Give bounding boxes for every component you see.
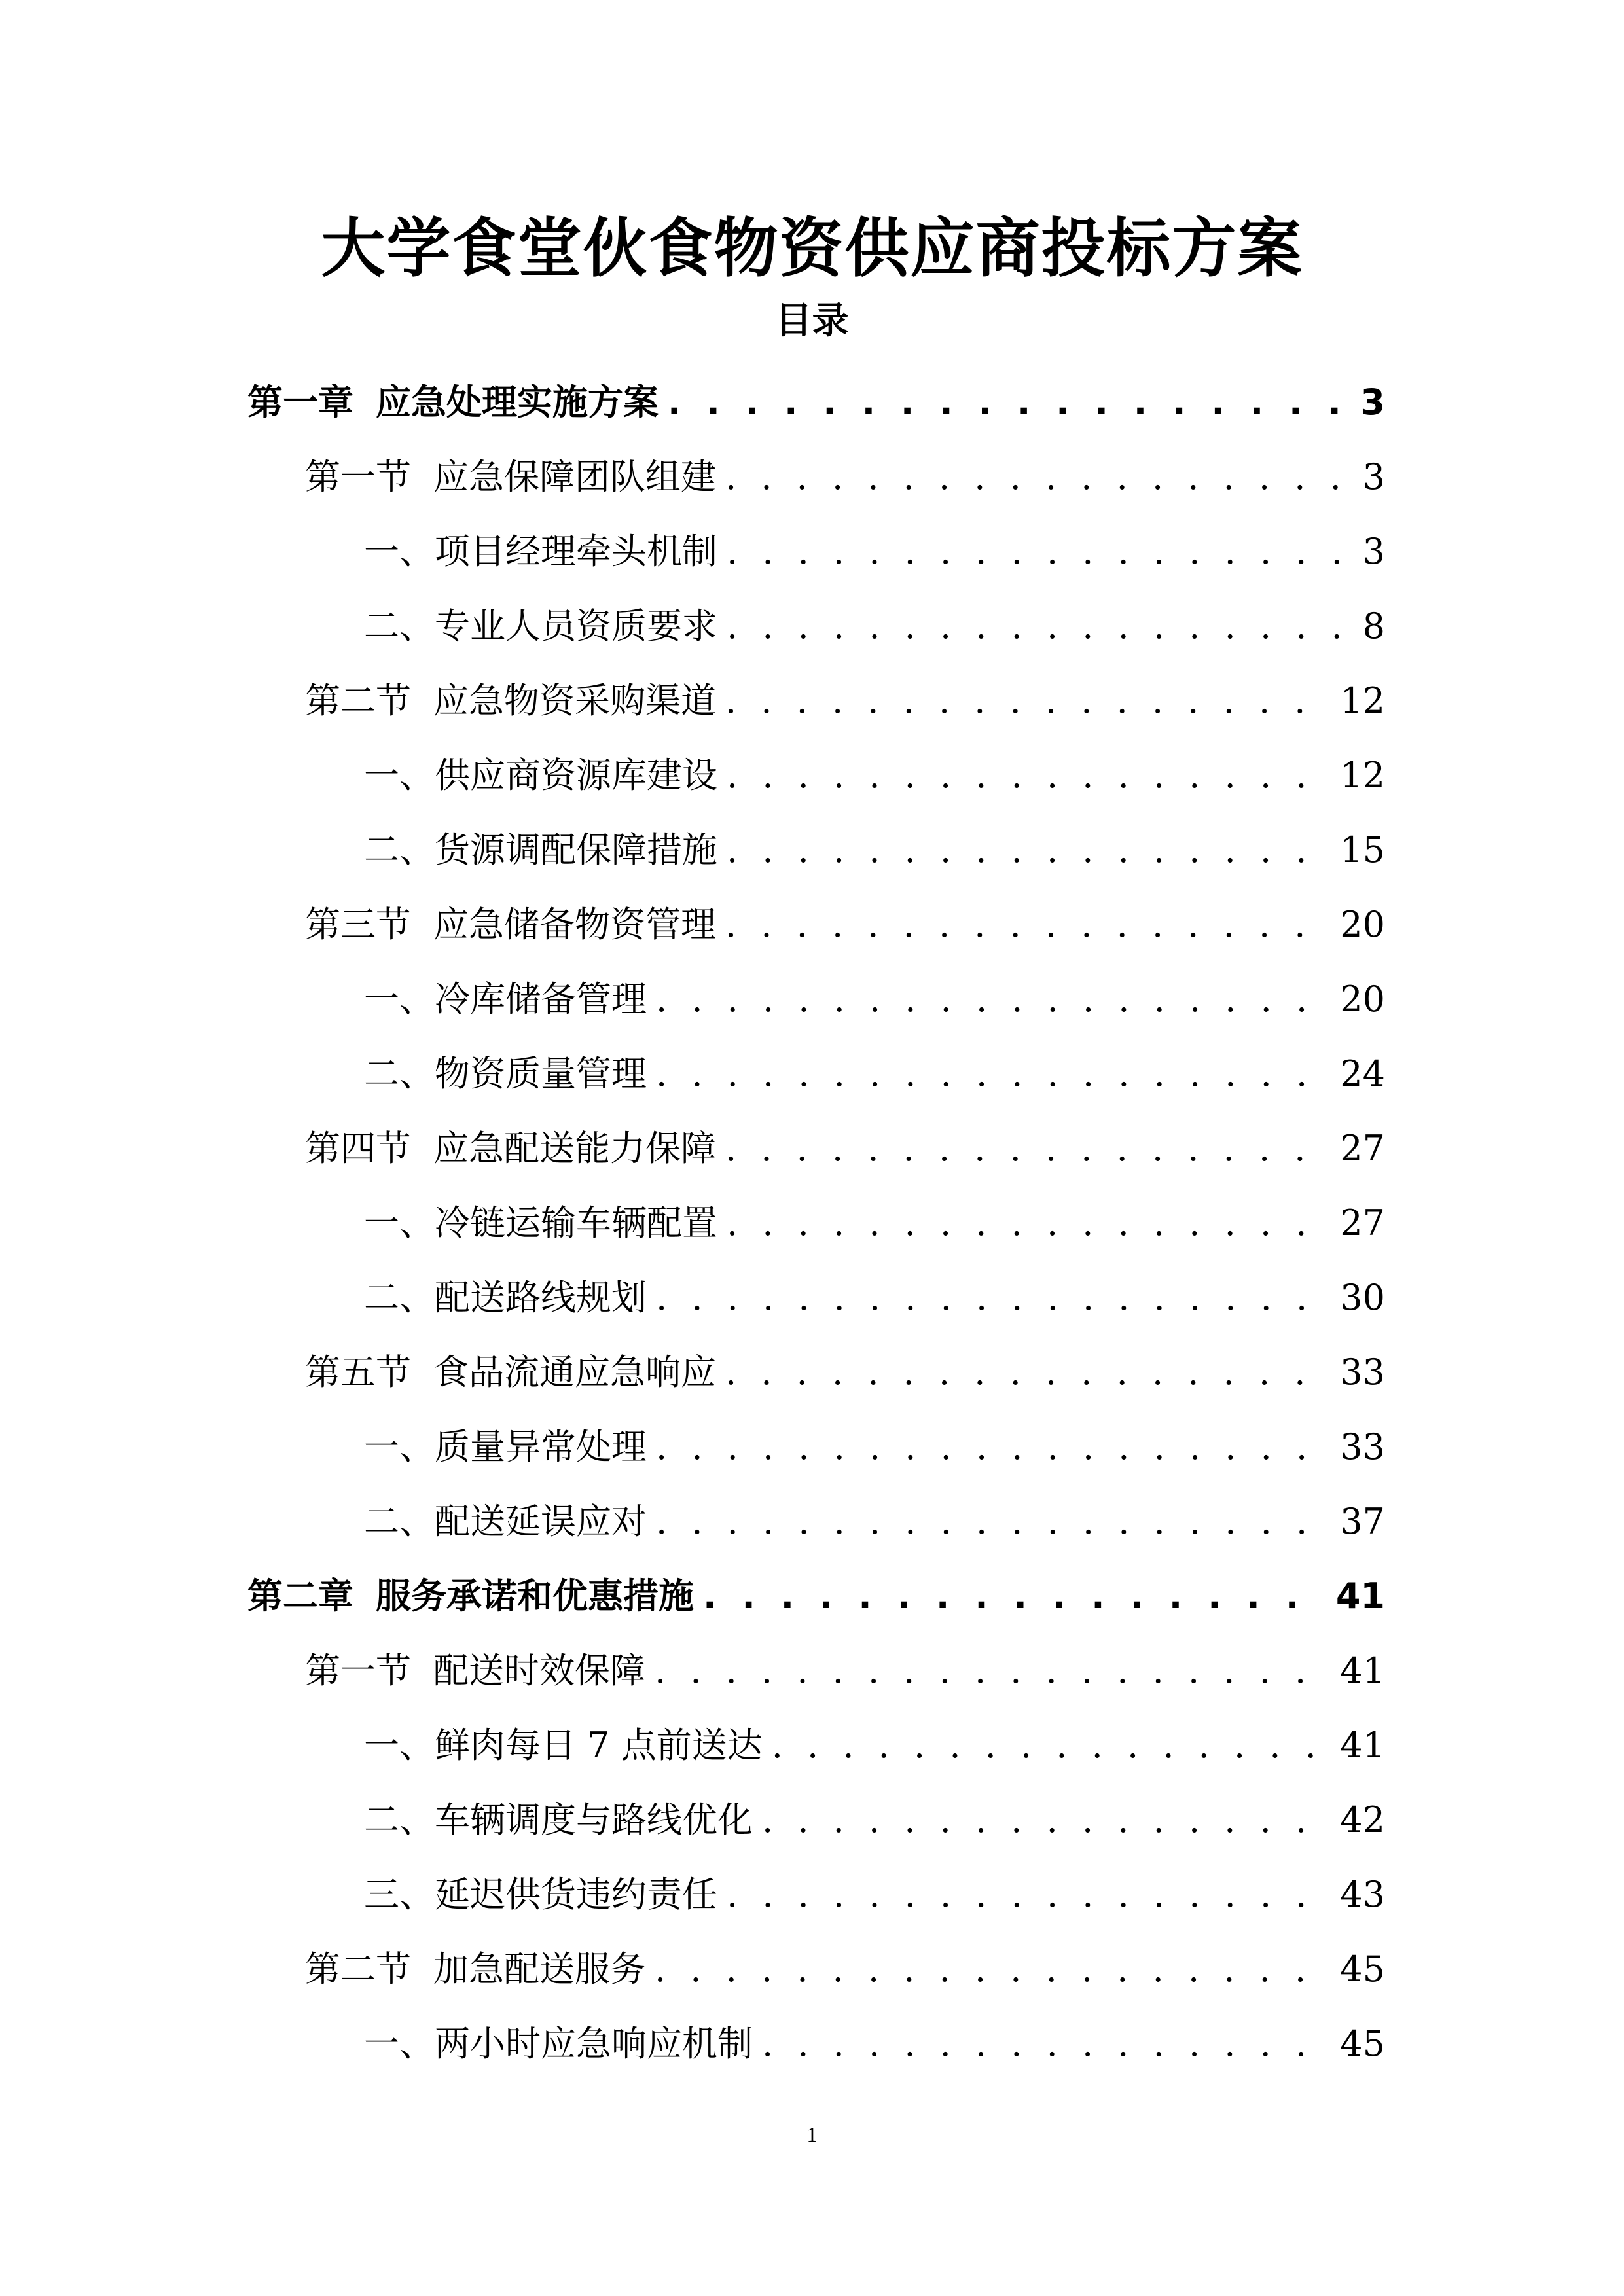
toc-entry-label: [364, 1186, 717, 1261]
toc-entry-page: 3: [1360, 382, 1385, 423]
toc-entry-label: [364, 738, 717, 813]
toc-dot-leader: [655, 1634, 1326, 1708]
toc-entry-label: [305, 1335, 716, 1410]
toc-entry[interactable]: [0, 1111, 1624, 1186]
toc-entry[interactable]: [0, 589, 1624, 664]
toc-entry-page: 41: [1335, 1575, 1385, 1617]
toc-entry[interactable]: [0, 440, 1624, 514]
toc-entry[interactable]: [0, 1708, 1624, 1783]
toc-entry-page: 24: [1340, 1053, 1385, 1094]
toc-entry-page: 3: [1362, 531, 1385, 572]
toc-entry-page: 33: [1340, 1426, 1385, 1467]
toc-entry-label: [305, 888, 716, 962]
toc-entry-label: [305, 1932, 645, 2007]
toc-dot-leader: [727, 813, 1326, 888]
toc-entry-page: 37: [1340, 1501, 1385, 1542]
document-title: 大学食堂伙食物资供应商投标方案: [321, 211, 1303, 286]
toc-dot-leader: [656, 962, 1326, 1037]
toc-entry-label: [305, 1634, 645, 1708]
toc-entry[interactable]: [0, 1037, 1624, 1111]
toc-entry-page: 41: [1340, 1725, 1385, 1766]
toc-entry[interactable]: [0, 962, 1624, 1037]
toc-dot-leader: [725, 1111, 1326, 1186]
toc-dot-leader: [762, 1783, 1326, 1857]
toc-entry-title: 一、质量异常处理: [364, 1426, 647, 1467]
toc-entry-label: [305, 1111, 716, 1186]
toc-entry-title: 二、物资质量管理: [364, 1053, 647, 1094]
toc-entry[interactable]: [0, 1783, 1624, 1857]
toc-entry-page: 12: [1340, 680, 1385, 721]
table-of-contents: [0, 365, 1624, 2081]
toc-entry[interactable]: [0, 738, 1624, 813]
toc-entry-label: [305, 440, 716, 514]
toc-entry-title: 一、冷链运输车辆配置: [364, 1202, 717, 1244]
toc-entry-prefix: 第五节: [305, 1352, 411, 1393]
toc-entry-title: 配送时效保障: [433, 1650, 645, 1691]
toc-entry-title: 应急物资采购渠道: [433, 680, 716, 721]
toc-entry-page: 43: [1340, 1874, 1385, 1915]
toc-entry[interactable]: [0, 1484, 1624, 1559]
toc-entry-title: 二、配送延误应对: [364, 1501, 647, 1542]
toc-entry-title: 食品流通应急响应: [433, 1352, 716, 1393]
toc-entry-label: [364, 589, 717, 664]
toc-entry-page: 27: [1340, 1202, 1385, 1244]
toc-entry-page: 8: [1362, 605, 1385, 647]
toc-entry-title: 二、货源调配保障措施: [364, 829, 717, 870]
toc-entry-prefix: 第二节: [305, 1948, 411, 1990]
toc-entry-page: 3: [1362, 456, 1385, 497]
toc-entry-page: 33: [1340, 1352, 1385, 1393]
toc-entry[interactable]: [0, 1559, 1624, 1634]
toc-entry-prefix: 第二节: [305, 680, 411, 721]
toc-dot-leader: [727, 1186, 1326, 1261]
toc-entry-label: [364, 1410, 647, 1484]
toc-dot-leader: [725, 888, 1326, 962]
toc-dot-leader: [655, 1932, 1326, 2007]
toc-entry-label: [364, 1783, 753, 1857]
toc-entry-page: 30: [1340, 1277, 1385, 1318]
toc-entry-page: 42: [1340, 1799, 1385, 1840]
toc-entry-page: 15: [1340, 829, 1385, 870]
toc-entry-label: [247, 365, 659, 440]
toc-entry[interactable]: [0, 664, 1624, 738]
toc-entry-label: [364, 962, 647, 1037]
toc-entry-page: 20: [1340, 904, 1385, 945]
toc-entry-label: [364, 514, 717, 589]
toc-entry-title: 服务承诺和优惠措施: [376, 1575, 694, 1617]
toc-entry-title: 一、两小时应急响应机制: [364, 2023, 753, 2064]
toc-entry[interactable]: [0, 1261, 1624, 1335]
toc-entry-title: 一、供应商资源库建设: [364, 755, 717, 796]
toc-entry[interactable]: [0, 1634, 1624, 1708]
toc-dot-leader: [727, 514, 1348, 589]
toc-entry-page: 45: [1340, 1948, 1385, 1990]
toc-entry-title: 一、冷库储备管理: [364, 978, 647, 1020]
toc-entry-title: 应急处理实施方案: [376, 382, 659, 423]
toc-dot-leader: [668, 365, 1346, 440]
toc-entry-title: 二、配送路线规划: [364, 1277, 647, 1318]
toc-entry[interactable]: [0, 1857, 1624, 1932]
toc-dot-leader: [727, 738, 1326, 813]
toc-entry-title: 一、鲜肉每日 7 点前送达: [364, 1725, 763, 1766]
toc-entry-title: 应急配送能力保障: [433, 1128, 716, 1169]
toc-dot-leader: [772, 1708, 1326, 1783]
toc-dot-leader: [656, 1410, 1326, 1484]
toc-entry-label: [364, 2007, 753, 2081]
toc-entry[interactable]: [0, 514, 1624, 589]
toc-entry[interactable]: [0, 365, 1624, 440]
toc-dot-leader: [725, 440, 1348, 514]
toc-entry-prefix: 第三节: [305, 904, 411, 945]
toc-entry[interactable]: [0, 1410, 1624, 1484]
toc-dot-leader: [725, 1335, 1326, 1410]
toc-entry-title: 应急保障团队组建: [433, 456, 716, 497]
toc-heading: 目录: [775, 300, 849, 342]
toc-entry-label: [364, 1261, 647, 1335]
toc-entry[interactable]: [0, 888, 1624, 962]
toc-dot-leader: [762, 2007, 1326, 2081]
toc-entry-prefix: 第四节: [305, 1128, 411, 1169]
toc-entry[interactable]: [0, 1932, 1624, 2007]
toc-entry-label: [364, 813, 717, 888]
toc-dot-leader: [656, 1484, 1326, 1559]
toc-entry-title: 二、车辆调度与路线优化: [364, 1799, 753, 1840]
toc-dot-leader: [727, 1857, 1326, 1932]
toc-entry-label: [364, 1484, 647, 1559]
toc-entry-title: 三、延迟供货违约责任: [364, 1874, 717, 1915]
toc-entry-label: [364, 1708, 763, 1783]
toc-entry-label: [247, 1559, 694, 1634]
toc-entry-page: 20: [1340, 978, 1385, 1020]
toc-entry-prefix: 第一节: [305, 1650, 411, 1691]
toc-entry-page: 41: [1340, 1650, 1385, 1691]
toc-dot-leader: [703, 1559, 1322, 1634]
page-number: 1: [806, 2123, 818, 2146]
toc-entry-title: 加急配送服务: [433, 1948, 645, 1990]
toc-entry-prefix: 第二章: [247, 1575, 353, 1617]
toc-dot-leader: [656, 1261, 1326, 1335]
toc-entry[interactable]: [0, 2007, 1624, 2081]
toc-entry-page: 27: [1340, 1128, 1385, 1169]
toc-entry[interactable]: [0, 813, 1624, 888]
toc-entry-title: 应急储备物资管理: [433, 904, 716, 945]
toc-entry-prefix: 第一章: [247, 382, 353, 423]
toc-entry[interactable]: [0, 1186, 1624, 1261]
toc-dot-leader: [656, 1037, 1326, 1111]
toc-entry-title: 二、专业人员资质要求: [364, 605, 717, 647]
toc-entry[interactable]: [0, 1335, 1624, 1410]
toc-entry-page: 45: [1340, 2023, 1385, 2064]
toc-entry-label: [364, 1857, 717, 1932]
toc-entry-label: [364, 1037, 647, 1111]
toc-entry-page: 12: [1340, 755, 1385, 796]
toc-entry-label: [305, 664, 716, 738]
toc-entry-title: 一、项目经理牵头机制: [364, 531, 717, 572]
toc-dot-leader: [725, 664, 1326, 738]
toc-entry-prefix: 第一节: [305, 456, 411, 497]
toc-dot-leader: [727, 589, 1348, 664]
